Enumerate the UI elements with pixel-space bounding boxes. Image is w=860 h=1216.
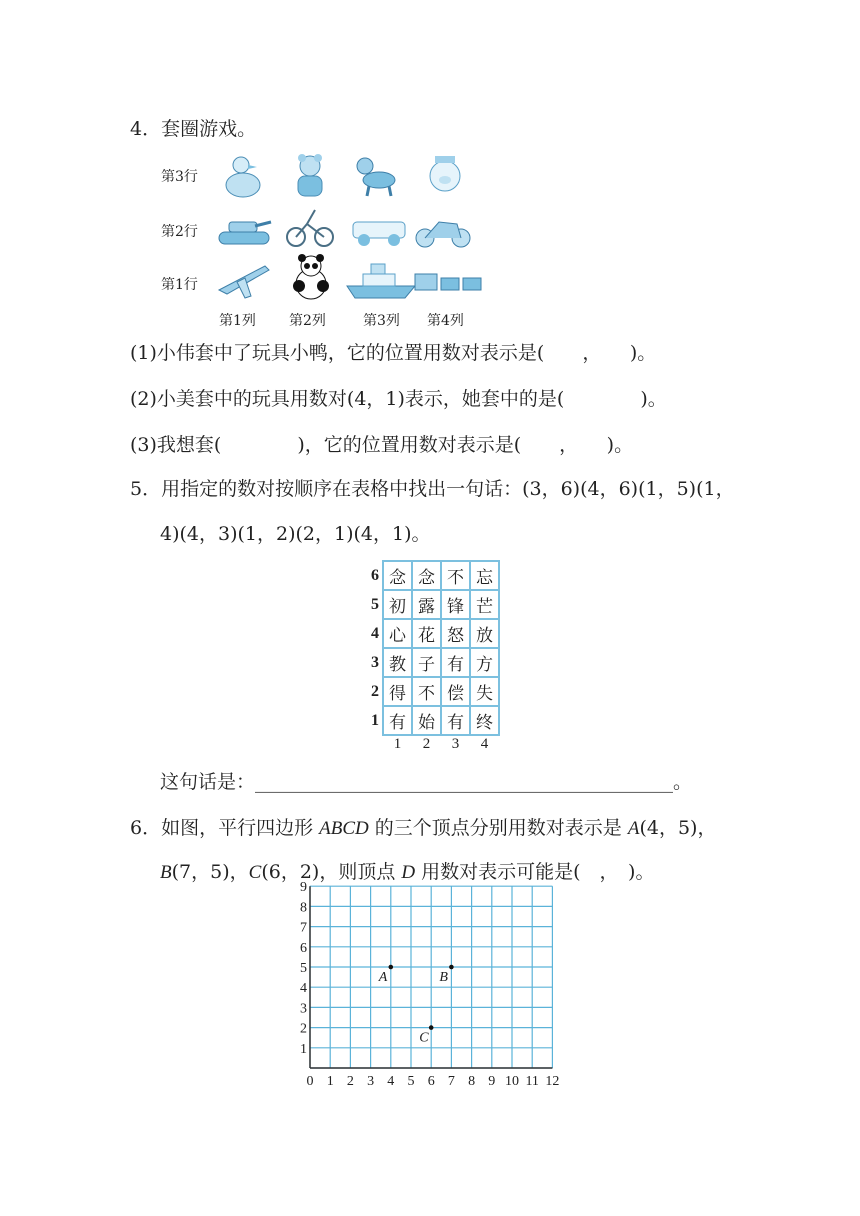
col-label-2: 第2列 — [289, 313, 326, 329]
x-tick-label: 12 — [545, 1074, 560, 1089]
q6-line1-e: (4，5)， — [639, 817, 717, 839]
q6-line1 — [130, 816, 716, 841]
q6-b: B — [160, 862, 172, 883]
q5-line1: 5．用指定的数对按顺序在表格中找出一句话：(3，6)(4，6)(1，5)(1， — [130, 478, 735, 500]
q4-title: 4．套圈游戏。 — [130, 118, 257, 140]
q6-d: D — [401, 862, 416, 883]
pig-icon — [425, 152, 465, 200]
grid-cell: 始 — [412, 706, 441, 735]
y-tick-label: 3 — [300, 1001, 307, 1017]
x-tick-label: 11 — [525, 1074, 539, 1089]
q6-c: C — [248, 862, 262, 883]
airplane-icon — [215, 256, 271, 300]
grid-cell: 怒 — [441, 619, 470, 648]
grid-cell: 有 — [441, 648, 470, 677]
x-tick-label: 3 — [367, 1074, 375, 1089]
grid-cell: 子 — [412, 648, 441, 677]
grid-cell: 得 — [383, 677, 412, 706]
dog-icon — [353, 154, 401, 198]
x-tick-label: 1 — [326, 1074, 334, 1089]
x-tick-label: 8 — [468, 1074, 476, 1089]
jeep-icon — [349, 212, 409, 248]
grid-col-label-row — [362, 735, 499, 754]
q5-answer: 这句话是：____________________________________________。 — [160, 771, 693, 793]
y-tick-label: 9 — [300, 880, 307, 896]
grid-cell: 偿 — [441, 677, 470, 706]
grid-row-label: 1 — [371, 711, 379, 729]
grid-cell: 忘 — [470, 561, 499, 590]
y-tick-label: 2 — [300, 1021, 307, 1037]
motorcycle-icon — [413, 206, 473, 250]
grid-row-label: 4 — [371, 624, 379, 642]
x-tick-label: 4 — [387, 1074, 395, 1089]
grid-cell: 失 — [470, 677, 499, 706]
train-icon — [413, 266, 483, 296]
col-label-1: 第1列 — [219, 313, 256, 329]
x-tick-label: 9 — [488, 1074, 496, 1089]
x-tick-label: 5 — [407, 1074, 415, 1089]
grid-row — [362, 677, 499, 706]
x-tick-label: 7 — [447, 1074, 455, 1089]
grid-cell: 念 — [412, 561, 441, 590]
q6-a: A — [627, 818, 640, 839]
bicycle-icon — [285, 204, 335, 250]
grid-cell: 念 — [383, 561, 412, 590]
point-c — [429, 1025, 434, 1030]
grid-cell: 不 — [412, 677, 441, 706]
grid-cell: 心 — [383, 619, 412, 648]
grid-col-label: 2 — [422, 736, 431, 752]
grid-row-label: 5 — [371, 595, 379, 613]
point-label-b: B — [439, 970, 448, 985]
row-label-2: 第2行 — [161, 224, 198, 240]
grid-cell: 教 — [383, 648, 412, 677]
y-tick-label: 6 — [300, 940, 307, 956]
q6-line2 — [160, 860, 654, 885]
row-label-3: 第3行 — [161, 169, 198, 185]
x-tick-label: 10 — [505, 1074, 519, 1089]
grid-col-label: 1 — [393, 736, 402, 752]
grid-row — [362, 648, 499, 677]
q6-line1-c: 的三个顶点分别用数对表示是 — [368, 817, 628, 839]
x-tick-label: 6 — [427, 1074, 435, 1089]
y-tick-label: 7 — [300, 920, 307, 936]
ship-icon — [345, 260, 417, 300]
grid-row — [362, 561, 499, 590]
grid-cell: 芒 — [470, 590, 499, 619]
q6-line1-a: 6．如图，平行四边形 — [130, 817, 320, 839]
panda-icon — [289, 252, 333, 302]
y-tick-label: 1 — [300, 1041, 307, 1057]
grid-corner — [362, 735, 383, 754]
point-b — [449, 965, 454, 970]
x-tick-label: 0 — [306, 1074, 314, 1089]
q6-line2-f: 用数对表示可能是( ， )。 — [415, 861, 655, 883]
duck-icon — [223, 152, 263, 200]
tank-icon — [215, 210, 273, 250]
toy-ring-toss-figure — [155, 148, 485, 330]
point-label-a: A — [378, 970, 388, 985]
point-label-c: C — [419, 1030, 429, 1046]
grid-cell: 锋 — [441, 590, 470, 619]
grid-cell: 花 — [412, 619, 441, 648]
grid-row — [362, 590, 499, 619]
row-label-1: 第1行 — [161, 277, 198, 293]
y-tick-label: 4 — [300, 981, 307, 997]
grid-cell: 有 — [383, 706, 412, 735]
y-tick-label: 8 — [300, 900, 307, 916]
grid-row-label: 2 — [371, 682, 379, 700]
col-label-4: 第4列 — [427, 313, 464, 329]
q5-line2: 4)(4，3)(1，2)(2，1)(4，1)。 — [160, 523, 431, 545]
col-label-3: 第3列 — [363, 313, 400, 329]
q6-abcd: ABCD — [319, 818, 369, 839]
grid-row-label: 3 — [371, 653, 379, 671]
q4-sub2: (2)小美套中的玩具用数对(4，1)表示，她套中的是( )。 — [130, 388, 667, 410]
grid-cell: 不 — [441, 561, 470, 590]
grid-cell: 有 — [441, 706, 470, 735]
x-tick-label: 2 — [346, 1074, 354, 1089]
grid-cell: 初 — [383, 590, 412, 619]
q4-sub3: (3)我想套( )，它的位置用数对表示是( ， )。 — [130, 434, 634, 456]
grid-cell: 放 — [470, 619, 499, 648]
bear-icon — [290, 152, 330, 200]
grid-row — [362, 619, 499, 648]
grid-cell: 露 — [412, 590, 441, 619]
grid-row-label: 6 — [371, 566, 379, 584]
grid-col-label: 3 — [451, 736, 460, 752]
coordinate-grid — [290, 880, 580, 1100]
character-grid — [362, 560, 500, 754]
q6-line2-d: (6，2)，则顶点 — [261, 861, 402, 883]
grid-col-label: 4 — [480, 736, 489, 752]
grid-cell: 方 — [470, 648, 499, 677]
coordinate-grid-figure — [290, 880, 580, 1100]
y-tick-label: 5 — [300, 961, 307, 976]
grid-cell: 终 — [470, 706, 499, 735]
q4-sub1: (1)小伟套中了玩具小鸭，它的位置用数对表示是( ， )。 — [130, 342, 657, 364]
grid-row — [362, 706, 499, 735]
point-a — [389, 965, 394, 970]
q6-line2-b: (7，5)， — [171, 861, 249, 883]
